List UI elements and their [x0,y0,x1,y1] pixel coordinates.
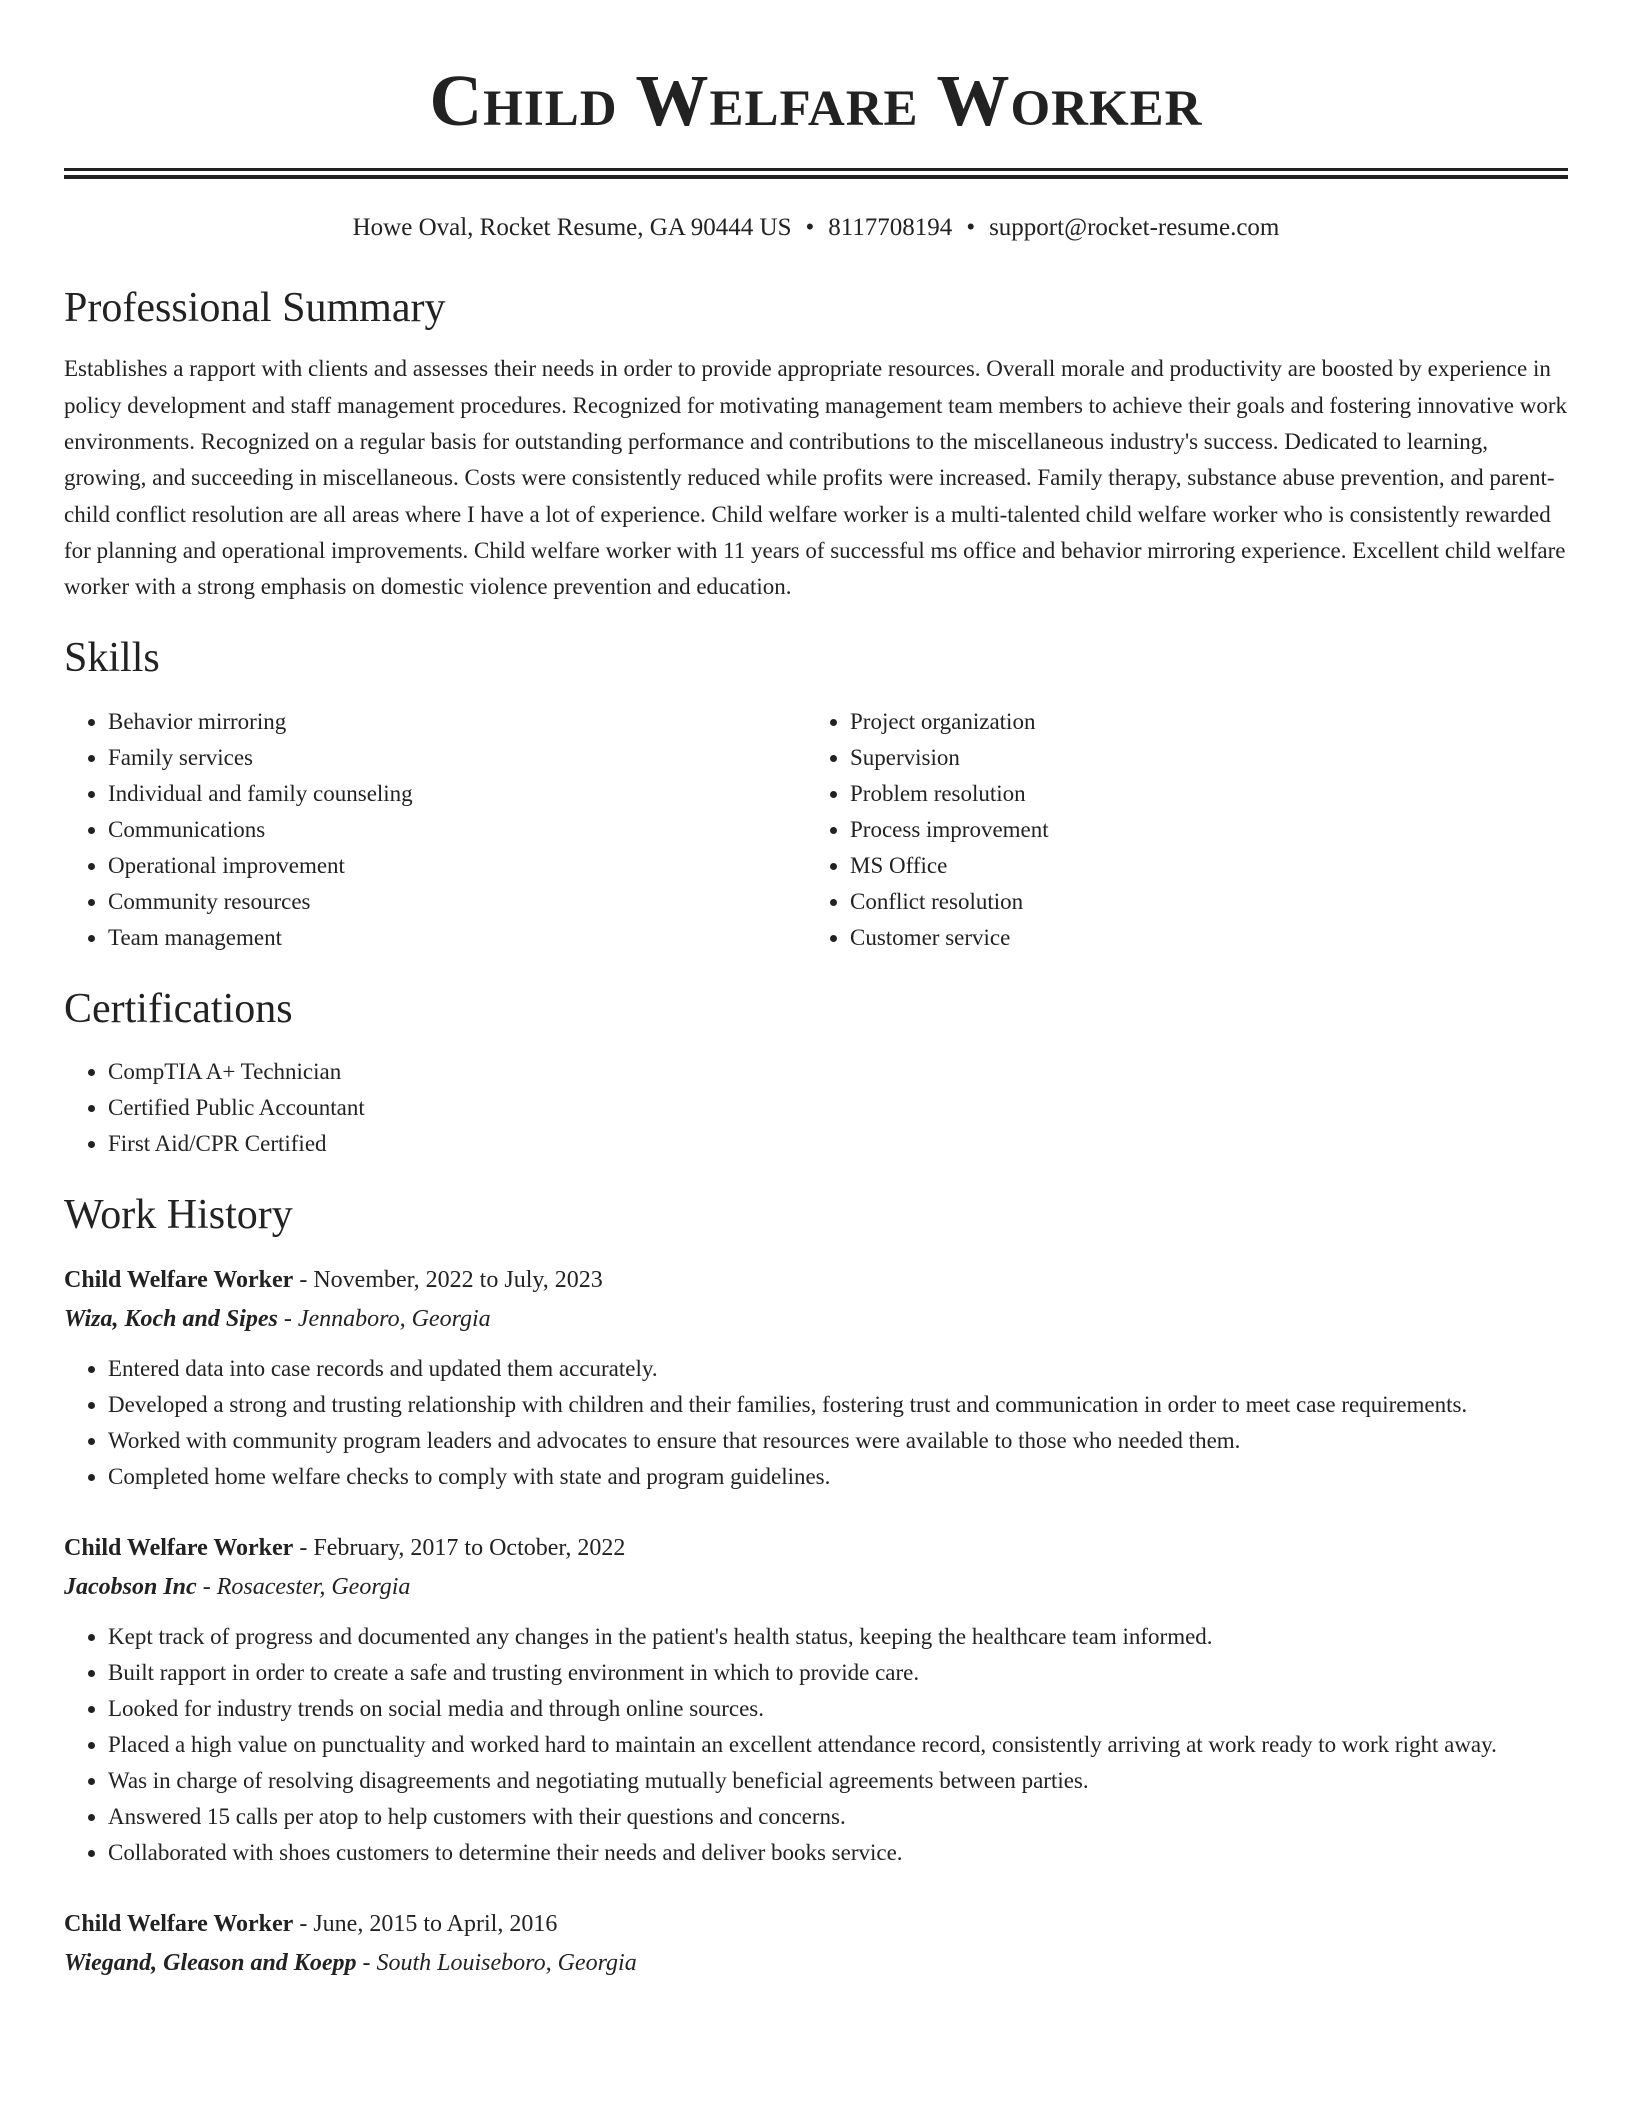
contact-separator: • [966,214,976,241]
certifications-heading: Certifications [64,985,293,1032]
skill-item: • Process improvement [850,812,1548,848]
certifications-list [64,1054,1568,1162]
job-company-line [64,1300,1568,1339]
dash: - [196,1573,217,1600]
skills-columns [64,704,1568,956]
skill-item: • Problem resolution [850,776,1548,812]
job-bullet: • Was in charge of resolving disagreements and negotiating mutually beneficial agreements between parties. [108,1763,1568,1799]
job-company: Wiegand, Gleason and Koepp [64,1949,357,1976]
skill-item: • Conflict resolution [850,884,1548,920]
job-title-line [64,1905,1568,1944]
job-location: South Louiseboro, Georgia [376,1949,637,1976]
skills-heading: Skills [64,635,160,682]
dash: - [293,1266,314,1293]
skill-item: • MS Office [850,848,1548,884]
dash: - [293,1910,314,1937]
skill-item: • Behavior mirroring [108,704,806,740]
job-company: Wiza, Koch and Sipes [64,1305,278,1332]
job-dates: June, 2015 to April, 2016 [313,1910,558,1937]
job-role: Child Welfare Worker [64,1266,294,1293]
skill-item: • Individual and family counseling [108,776,806,812]
job-company-line [64,1944,1568,1983]
dash: - [277,1305,298,1332]
job-location: Jennaboro, Georgia [297,1305,491,1332]
job-title-line [64,1261,1568,1300]
summary-heading: Professional Summary [64,285,446,331]
contact-email: support@rocket-resume.com [989,214,1280,241]
resume-page [64,0,1568,1983]
job-bullet: • Built rapport in order to create a safe and trusting environment in which to provide care. [108,1655,1568,1691]
contact-address: Howe Oval, Rocket Resume, GA 90444 US [352,214,792,241]
skill-item: • Team management [108,920,806,956]
job-bullet: • Looked for industry trends on social media and through online sources. [108,1691,1568,1727]
certification-item: • First Aid/CPR Certified [108,1126,1568,1162]
contact-phone: 8117708194 [828,214,953,241]
job-bullet: • Collaborated with shoes customers to determine their needs and deliver books service. [108,1835,1568,1871]
job-company-line [64,1568,1568,1607]
contact-line [64,213,1568,243]
job-title-line [64,1529,1568,1568]
skill-item: • Supervision [850,740,1548,776]
job-dates: November, 2022 to July, 2023 [313,1266,603,1293]
job-bullet: • Kept track of progress and documented any changes in the patient's health status, keeping the healthcare team informed. [108,1619,1568,1655]
job-bullets [64,1351,1568,1495]
page-title: Child Welfare Worker [429,60,1203,141]
job-location: Rosacester, Georgia [216,1573,411,1600]
skill-item: • Project organization [850,704,1548,740]
skill-item: • Family services [108,740,806,776]
dash: - [356,1949,377,1976]
skills-list-right [806,704,1548,956]
skill-item: • Communications [108,812,806,848]
skill-item: • Operational improvement [108,848,806,884]
job-entry [64,1905,1568,1983]
job-bullet: • Answered 15 calls per atop to help customers with their questions and concerns. [108,1799,1568,1835]
work-history-heading: Work History [64,1192,293,1239]
job-bullet: • Placed a high value on punctuality and worked hard to maintain an excellent attendance record, consistently arriving at work ready to work right away. [108,1727,1568,1763]
contact-separator: • [805,214,815,241]
job-company: Jacobson Inc [64,1573,197,1600]
job-bullet: • Developed a strong and trusting relationship with children and their families, fostering trust and communication in order to meet case requirements. [108,1387,1568,1423]
certification-item: • Certified Public Accountant [108,1090,1568,1126]
job-role: Child Welfare Worker [64,1910,294,1937]
skill-item: • Community resources [108,884,806,920]
job-bullet: • Worked with community program leaders and advocates to ensure that resources were available to those who needed them. [108,1423,1568,1459]
certification-item: • CompTIA A+ Technician [108,1054,1568,1090]
dash: - [293,1534,314,1561]
title-divider [64,168,1568,179]
job-dates: February, 2017 to October, 2022 [313,1534,626,1561]
job-bullet: • Completed home welfare checks to comply with state and program guidelines. [108,1459,1568,1495]
job-role: Child Welfare Worker [64,1534,294,1561]
job-bullets [64,1619,1568,1871]
skill-item: • Customer service [850,920,1548,956]
skills-list-left [64,704,806,956]
skills-column-left [64,704,806,956]
job-entry [64,1261,1568,1495]
job-bullet: • Entered data into case records and updated them accurately. [108,1351,1568,1387]
summary-text: Establishes a rapport with clients and assesses their needs in order to provide appropriate resources. Overall morale and productivity are boosted by experience in policy development and staff management procedures. Recognized for motivating management team members to achieve their goals and fostering innovative work environments. Recognized on a regular basis for outstanding performance and contributions to the miscellaneous industry's success. Dedicated to learning, growing, and succeeding in miscellaneous. Costs were consistently reduced while profits were increased. Family therapy, substance abuse prevention, and parent-child conflict resolution are all areas where I have a lot of experience. Child welfare worker is a multi-talented child welfare worker who is consistently rewarded for planning and operational improvements. Child welfare worker with 11 years of successful ms office and behavior mirroring experience. Excellent child welfare worker with a strong emphasis on domestic violence prevention and education. [64,356,1568,600]
job-entry [64,1529,1568,1871]
skills-column-right [806,704,1548,956]
